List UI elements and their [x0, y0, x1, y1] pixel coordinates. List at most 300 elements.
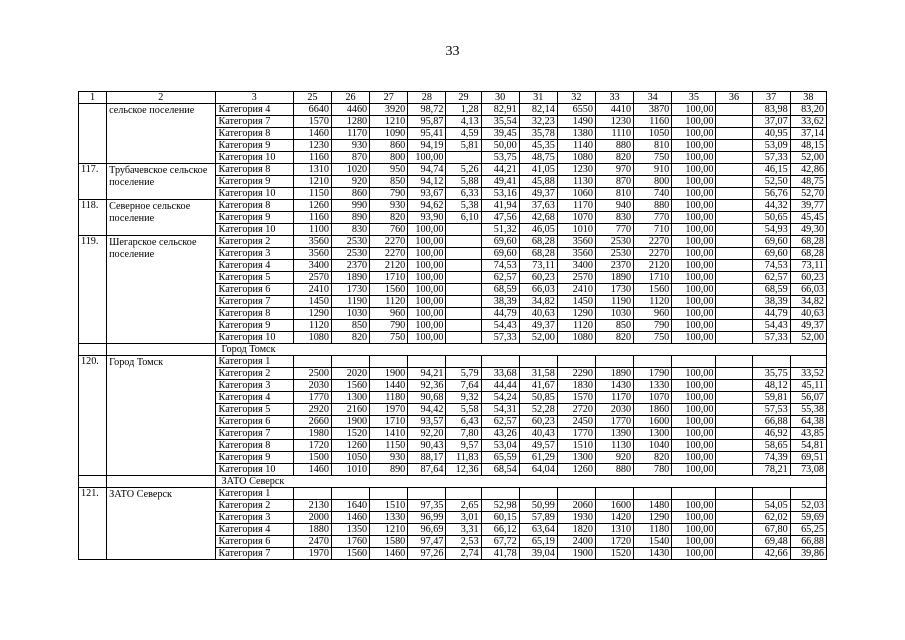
value-cell: 2570: [293, 272, 331, 284]
category-cell: Категория 6: [215, 284, 293, 296]
value-cell: 5,88: [446, 176, 481, 188]
value-cell: 2530: [331, 248, 369, 260]
value-cell: 83,98: [752, 104, 790, 116]
value-cell: 100,00: [408, 284, 446, 296]
value-cell: 45,11: [790, 380, 826, 392]
value-cell: 44,79: [752, 308, 790, 320]
value-cell: 57,33: [752, 332, 790, 344]
value-cell: 50,85: [519, 392, 557, 404]
value-cell: [716, 356, 752, 368]
section-row: [79, 344, 827, 356]
value-cell: 93,57: [408, 416, 446, 428]
category-cell: Категория 8: [215, 440, 293, 452]
value-cell: 1890: [595, 272, 633, 284]
table-row: [79, 164, 827, 176]
value-cell: 1770: [293, 392, 331, 404]
value-cell: 66,88: [790, 536, 826, 548]
value-cell: 1770: [595, 416, 633, 428]
value-cell: [790, 356, 826, 368]
value-cell: 43,85: [790, 428, 826, 440]
value-cell: 53,75: [481, 152, 519, 164]
value-cell: [716, 368, 752, 380]
value-cell: 100,00: [408, 332, 446, 344]
value-cell: 1080: [557, 332, 595, 344]
value-cell: 1010: [557, 224, 595, 236]
value-cell: [716, 272, 752, 284]
value-cell: 38,39: [752, 296, 790, 308]
value-cell: 49,37: [790, 320, 826, 332]
value-cell: 2530: [331, 236, 369, 248]
value-cell: 1830: [557, 380, 595, 392]
value-cell: 100,00: [672, 140, 716, 152]
value-cell: 100,00: [672, 200, 716, 212]
value-cell: 1900: [370, 368, 408, 380]
value-cell: 68,59: [752, 284, 790, 296]
value-cell: 1160: [293, 212, 331, 224]
value-cell: 2720: [557, 404, 595, 416]
value-cell: 920: [331, 176, 369, 188]
value-cell: 100,00: [408, 308, 446, 320]
value-cell: 1480: [634, 500, 672, 512]
value-cell: 56,07: [790, 392, 826, 404]
value-cell: [716, 320, 752, 332]
value-cell: 5,26: [446, 164, 481, 176]
settlement-name: сельское поселение: [107, 104, 215, 164]
section-blank: [107, 476, 215, 488]
value-cell: [716, 428, 752, 440]
value-cell: 74,53: [481, 260, 519, 272]
value-cell: [519, 488, 557, 500]
category-cell: Категория 10: [215, 464, 293, 476]
value-cell: 940: [595, 200, 633, 212]
value-cell: 870: [595, 176, 633, 188]
value-cell: 100,00: [408, 236, 446, 248]
value-cell: 930: [370, 452, 408, 464]
value-cell: [370, 356, 408, 368]
value-cell: 69,48: [752, 536, 790, 548]
value-cell: 100,00: [672, 548, 716, 560]
value-cell: 1050: [634, 128, 672, 140]
value-cell: 42,66: [752, 548, 790, 560]
value-cell: 1180: [370, 392, 408, 404]
table-row: [79, 488, 827, 500]
value-cell: 100,00: [408, 224, 446, 236]
value-cell: 50,99: [519, 500, 557, 512]
value-cell: 69,60: [752, 236, 790, 248]
value-cell: 850: [370, 176, 408, 188]
value-cell: [557, 356, 595, 368]
value-cell: 1730: [331, 284, 369, 296]
value-cell: 750: [634, 152, 672, 164]
value-cell: [716, 116, 752, 128]
value-cell: 1600: [595, 500, 633, 512]
value-cell: 45,88: [519, 176, 557, 188]
value-cell: [446, 284, 481, 296]
row-number: 117.: [79, 164, 107, 200]
value-cell: [716, 440, 752, 452]
category-cell: Категория 10: [215, 332, 293, 344]
value-cell: [331, 356, 369, 368]
value-cell: 1300: [331, 392, 369, 404]
value-cell: 53,04: [481, 440, 519, 452]
value-cell: 2,74: [446, 548, 481, 560]
value-cell: 64,38: [790, 416, 826, 428]
category-cell: Категория 8: [215, 164, 293, 176]
value-cell: 3400: [293, 260, 331, 272]
value-cell: 1640: [331, 500, 369, 512]
value-cell: 100,00: [672, 224, 716, 236]
value-cell: 64,04: [519, 464, 557, 476]
value-cell: 52,00: [790, 152, 826, 164]
value-cell: 5,58: [446, 404, 481, 416]
value-cell: 930: [370, 200, 408, 212]
value-cell: 1150: [370, 440, 408, 452]
settlement-name: Северное сельское поселение: [107, 200, 215, 236]
category-cell: Категория 10: [215, 224, 293, 236]
category-cell: Категория 3: [215, 380, 293, 392]
value-cell: 1160: [634, 116, 672, 128]
value-cell: 860: [331, 188, 369, 200]
value-cell: 82,14: [519, 104, 557, 116]
value-cell: [446, 260, 481, 272]
value-cell: 1130: [557, 176, 595, 188]
value-cell: 49,37: [519, 188, 557, 200]
value-cell: 54,31: [481, 404, 519, 416]
value-cell: 100,00: [672, 236, 716, 248]
value-cell: 100,00: [408, 248, 446, 260]
value-cell: 57,53: [752, 404, 790, 416]
column-header: 28: [408, 92, 446, 104]
value-cell: 1900: [557, 548, 595, 560]
value-cell: 60,15: [481, 512, 519, 524]
value-cell: 94,19: [408, 140, 446, 152]
value-cell: 920: [595, 452, 633, 464]
value-cell: 5,79: [446, 368, 481, 380]
value-cell: 92,36: [408, 380, 446, 392]
value-cell: 100,00: [672, 500, 716, 512]
column-header: 34: [634, 92, 672, 104]
value-cell: 54,93: [752, 224, 790, 236]
value-cell: 960: [634, 308, 672, 320]
value-cell: 800: [634, 176, 672, 188]
column-header: 1: [79, 92, 107, 104]
value-cell: 58,65: [752, 440, 790, 452]
value-cell: 1460: [293, 464, 331, 476]
value-cell: 1160: [293, 152, 331, 164]
value-cell: 97,35: [408, 500, 446, 512]
value-cell: 1290: [634, 512, 672, 524]
value-cell: 3560: [293, 236, 331, 248]
value-cell: 39,86: [790, 548, 826, 560]
value-cell: [716, 296, 752, 308]
value-cell: 63,64: [519, 524, 557, 536]
value-cell: [716, 464, 752, 476]
value-cell: 1300: [634, 428, 672, 440]
value-cell: [716, 536, 752, 548]
category-cell: Категория 1: [215, 356, 293, 368]
value-cell: 49,41: [481, 176, 519, 188]
value-cell: 1070: [634, 392, 672, 404]
value-cell: 97,26: [408, 548, 446, 560]
value-cell: 3920: [370, 104, 408, 116]
value-cell: 40,63: [790, 308, 826, 320]
value-cell: [716, 500, 752, 512]
value-cell: 820: [331, 332, 369, 344]
value-cell: [716, 128, 752, 140]
value-cell: 5,38: [446, 200, 481, 212]
table-row: [79, 104, 827, 116]
value-cell: 60,23: [790, 272, 826, 284]
category-cell: Категория 8: [215, 128, 293, 140]
value-cell: 1350: [331, 524, 369, 536]
value-cell: 1970: [370, 404, 408, 416]
value-cell: 1490: [557, 116, 595, 128]
value-cell: 95,41: [408, 128, 446, 140]
value-cell: 930: [331, 140, 369, 152]
value-cell: [446, 320, 481, 332]
value-cell: 54,05: [752, 500, 790, 512]
value-cell: [716, 248, 752, 260]
value-cell: 94,12: [408, 176, 446, 188]
value-cell: 2120: [370, 260, 408, 272]
value-cell: 950: [370, 164, 408, 176]
value-cell: 100,00: [672, 104, 716, 116]
value-cell: 40,43: [519, 428, 557, 440]
value-cell: 100,00: [672, 404, 716, 416]
value-cell: 1080: [557, 152, 595, 164]
value-cell: 100,00: [672, 176, 716, 188]
value-cell: 34,82: [790, 296, 826, 308]
value-cell: [370, 488, 408, 500]
value-cell: 44,32: [752, 200, 790, 212]
value-cell: 100,00: [672, 428, 716, 440]
value-cell: 41,78: [481, 548, 519, 560]
value-cell: 94,21: [408, 368, 446, 380]
value-cell: [716, 548, 752, 560]
value-cell: 100,00: [672, 416, 716, 428]
value-cell: [408, 488, 446, 500]
category-cell: Категория 2: [215, 500, 293, 512]
value-cell: 880: [634, 200, 672, 212]
value-cell: 790: [370, 188, 408, 200]
value-cell: 100,00: [672, 380, 716, 392]
value-cell: 100,00: [672, 320, 716, 332]
value-cell: [446, 224, 481, 236]
value-cell: 1430: [634, 548, 672, 560]
value-cell: 1580: [370, 536, 408, 548]
value-cell: 83,20: [790, 104, 826, 116]
value-cell: 98,72: [408, 104, 446, 116]
section-title: Город Томск: [215, 344, 826, 356]
value-cell: 62,57: [481, 416, 519, 428]
value-cell: 100,00: [672, 296, 716, 308]
value-cell: [716, 404, 752, 416]
value-cell: 1730: [595, 284, 633, 296]
value-cell: 1310: [595, 524, 633, 536]
category-cell: Категория 5: [215, 272, 293, 284]
value-cell: 12,36: [446, 464, 481, 476]
value-cell: 93,67: [408, 188, 446, 200]
value-cell: 66,03: [790, 284, 826, 296]
value-cell: 1060: [557, 188, 595, 200]
value-cell: 40,95: [752, 128, 790, 140]
value-cell: 37,07: [752, 116, 790, 128]
value-cell: 860: [370, 140, 408, 152]
table-row: [79, 236, 827, 248]
value-cell: 710: [634, 224, 672, 236]
value-cell: [446, 272, 481, 284]
value-cell: 6,10: [446, 212, 481, 224]
value-cell: 57,33: [752, 152, 790, 164]
value-cell: 1030: [331, 308, 369, 320]
value-cell: 1890: [331, 272, 369, 284]
value-cell: 50,00: [481, 140, 519, 152]
value-cell: 4460: [331, 104, 369, 116]
value-cell: 830: [595, 212, 633, 224]
value-cell: 34,82: [519, 296, 557, 308]
value-cell: 82,91: [481, 104, 519, 116]
value-cell: 1100: [293, 224, 331, 236]
value-cell: 74,53: [752, 260, 790, 272]
category-cell: Категория 10: [215, 152, 293, 164]
value-cell: 33,68: [481, 368, 519, 380]
value-cell: 100,00: [408, 152, 446, 164]
value-cell: 53,16: [481, 188, 519, 200]
value-cell: 33,52: [790, 368, 826, 380]
value-cell: 1720: [595, 536, 633, 548]
value-cell: 100,00: [672, 248, 716, 260]
value-cell: 780: [634, 464, 672, 476]
value-cell: 1460: [370, 548, 408, 560]
value-cell: [595, 356, 633, 368]
value-cell: 46,05: [519, 224, 557, 236]
value-cell: 57,89: [519, 512, 557, 524]
column-header: 29: [446, 92, 481, 104]
value-cell: [716, 176, 752, 188]
column-header: 32: [557, 92, 595, 104]
category-cell: Категория 8: [215, 308, 293, 320]
value-cell: 1460: [331, 512, 369, 524]
value-cell: 90,68: [408, 392, 446, 404]
category-cell: Категория 1: [215, 488, 293, 500]
category-cell: Категория 5: [215, 404, 293, 416]
value-cell: 1030: [595, 308, 633, 320]
value-cell: [446, 248, 481, 260]
value-cell: 1460: [293, 128, 331, 140]
data-table: [78, 91, 827, 560]
value-cell: 3400: [557, 260, 595, 272]
value-cell: 9,32: [446, 392, 481, 404]
value-cell: 970: [595, 164, 633, 176]
value-cell: 1710: [370, 416, 408, 428]
value-cell: 100,00: [672, 440, 716, 452]
value-cell: 1420: [595, 512, 633, 524]
value-cell: 94,62: [408, 200, 446, 212]
value-cell: 37,63: [519, 200, 557, 212]
value-cell: 1520: [331, 428, 369, 440]
value-cell: 1930: [557, 512, 595, 524]
value-cell: 33,62: [790, 116, 826, 128]
value-cell: 1560: [331, 380, 369, 392]
value-cell: 740: [634, 188, 672, 200]
value-cell: 69,51: [790, 452, 826, 464]
value-cell: 100,00: [672, 308, 716, 320]
value-cell: 910: [634, 164, 672, 176]
value-cell: 2530: [595, 236, 633, 248]
value-cell: 2920: [293, 404, 331, 416]
value-cell: 39,77: [790, 200, 826, 212]
value-cell: 2470: [293, 536, 331, 548]
value-cell: 7,80: [446, 428, 481, 440]
value-cell: 2120: [634, 260, 672, 272]
value-cell: 46,92: [752, 428, 790, 440]
value-cell: 1900: [331, 416, 369, 428]
value-cell: 92,20: [408, 428, 446, 440]
value-cell: [446, 308, 481, 320]
value-cell: [790, 488, 826, 500]
value-cell: [716, 212, 752, 224]
value-cell: 1040: [634, 440, 672, 452]
value-cell: 2570: [557, 272, 595, 284]
category-cell: Категория 7: [215, 428, 293, 440]
value-cell: [446, 356, 481, 368]
value-cell: 1120: [634, 296, 672, 308]
value-cell: 6550: [557, 104, 595, 116]
category-cell: Категория 7: [215, 548, 293, 560]
value-cell: [293, 488, 331, 500]
value-cell: 1120: [557, 320, 595, 332]
value-cell: [672, 488, 716, 500]
value-cell: 60,23: [519, 416, 557, 428]
value-cell: [481, 356, 519, 368]
value-cell: 1050: [331, 452, 369, 464]
value-cell: 100,00: [672, 332, 716, 344]
value-cell: 2450: [557, 416, 595, 428]
value-cell: 49,37: [519, 320, 557, 332]
section-row: [79, 476, 827, 488]
row-number: [79, 104, 107, 164]
value-cell: [752, 488, 790, 500]
value-cell: 1080: [293, 332, 331, 344]
value-cell: 1510: [370, 500, 408, 512]
value-cell: 960: [370, 308, 408, 320]
value-cell: 1520: [595, 548, 633, 560]
column-header: 35: [672, 92, 716, 104]
value-cell: 100,00: [672, 212, 716, 224]
value-cell: 50,65: [752, 212, 790, 224]
value-cell: 35,78: [519, 128, 557, 140]
value-cell: 96,99: [408, 512, 446, 524]
category-cell: Категория 4: [215, 524, 293, 536]
value-cell: 750: [634, 332, 672, 344]
value-cell: 1560: [634, 284, 672, 296]
value-cell: 7,64: [446, 380, 481, 392]
value-cell: 100,00: [672, 128, 716, 140]
value-cell: 49,57: [519, 440, 557, 452]
value-cell: 2060: [557, 500, 595, 512]
value-cell: 810: [634, 140, 672, 152]
value-cell: 60,23: [519, 272, 557, 284]
value-cell: 56,76: [752, 188, 790, 200]
value-cell: 68,59: [481, 284, 519, 296]
category-cell: Категория 7: [215, 116, 293, 128]
header-row: [79, 92, 827, 104]
value-cell: 770: [595, 224, 633, 236]
value-cell: 1560: [370, 284, 408, 296]
value-cell: 73,11: [790, 260, 826, 272]
value-cell: 43,26: [481, 428, 519, 440]
value-cell: 1330: [634, 380, 672, 392]
